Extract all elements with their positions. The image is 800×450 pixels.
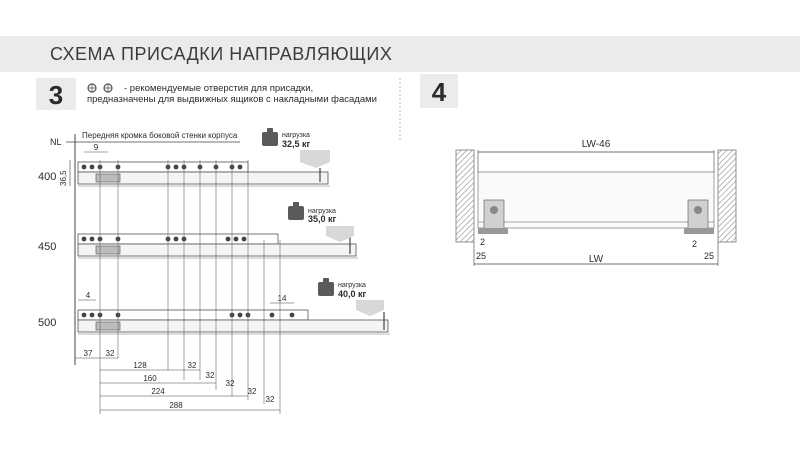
nl-label: NL <box>50 137 62 147</box>
weight-icon <box>262 128 278 146</box>
load-label-500: нагрузка <box>338 282 366 289</box>
dim-32: 32 <box>265 395 275 404</box>
rail-length-400: 400 <box>38 171 57 183</box>
dim-lw: LW <box>588 254 604 265</box>
left-runner <box>484 200 504 230</box>
load-value-450: 35,0 кг <box>308 214 337 224</box>
dim-14: 14 <box>277 294 287 303</box>
dim-37: 37 <box>83 349 93 358</box>
dim-224: 224 <box>151 387 165 396</box>
dim-160: 160 <box>143 374 157 383</box>
section4-number: 4 <box>431 77 447 107</box>
dim-32: 32 <box>225 379 235 388</box>
legend-text-line-1: - рекомендуемые отверстия для присадки, <box>124 83 314 94</box>
right-panel <box>718 150 736 242</box>
rail-500 <box>38 278 390 334</box>
dim-32: 32 <box>205 371 215 380</box>
dim-2-left: 2 <box>480 237 486 247</box>
dim-36-5: 36,5 <box>59 170 68 186</box>
section3-number: 3 <box>48 80 64 110</box>
dim-128: 128 <box>133 361 147 370</box>
dim-32: 32 <box>187 361 197 370</box>
cabinet-cross-section <box>456 150 736 242</box>
left-panel <box>456 150 474 242</box>
legend-text-line-2: предназначены для выдвижных ящиков с накладными фасадами <box>87 94 377 105</box>
dim-2-right: 2 <box>692 239 698 249</box>
rail-length-500: 500 <box>38 317 57 329</box>
load-label-400: нагрузка <box>282 132 310 139</box>
drawer-box <box>478 172 714 228</box>
hole-icon <box>88 84 96 92</box>
load-value-400: 32,5 кг <box>282 139 311 149</box>
reference-lines <box>100 160 280 414</box>
dim-9: 9 <box>93 143 99 152</box>
dim-32: 32 <box>247 387 257 396</box>
weight-icon <box>318 278 334 296</box>
rail-length-450: 450 <box>38 241 57 253</box>
load-value-500: 40,0 кг <box>338 289 367 299</box>
dim-lw46: LW-46 <box>581 139 611 150</box>
hole-icon <box>104 84 112 92</box>
page-title: СХЕМА ПРИСАДКИ НАПРАВЛЯЮЩИХ <box>50 44 393 64</box>
weight-icon <box>288 202 304 220</box>
front-edge-label: Передняя кромка боковой стенки корпуса <box>82 131 238 140</box>
rail-450 <box>38 202 358 258</box>
dim-25-left: 25 <box>476 251 487 261</box>
dim-25-right: 25 <box>704 251 715 261</box>
dim-4: 4 <box>85 291 91 300</box>
dim-32: 32 <box>105 349 115 358</box>
load-label-450: нагрузка <box>308 208 336 215</box>
right-runner <box>688 200 708 230</box>
dim-288: 288 <box>169 401 183 410</box>
